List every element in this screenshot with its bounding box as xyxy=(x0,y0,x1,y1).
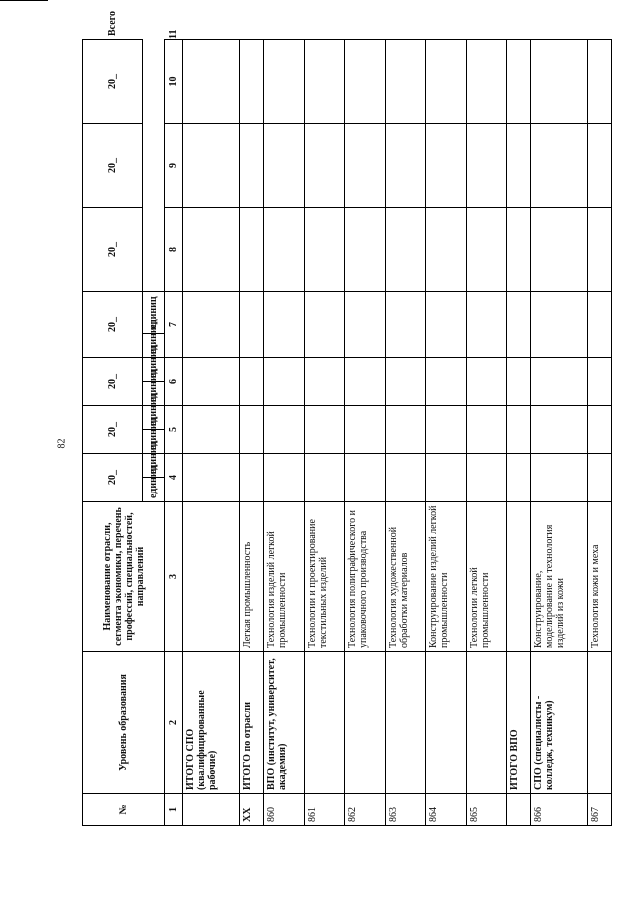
table-row xyxy=(466,40,507,826)
row-value-cell xyxy=(466,208,507,292)
row-value-cell xyxy=(264,40,305,124)
row-value-cell xyxy=(588,292,612,358)
row-number: 865 xyxy=(466,794,507,826)
table-row xyxy=(304,40,345,826)
row-value-cell xyxy=(345,208,386,292)
row-level xyxy=(345,652,386,794)
header-year-2: 20_ xyxy=(83,406,143,454)
row-value-cell xyxy=(345,292,386,358)
row-level: ВПО (институт, университет, академия) xyxy=(264,652,305,794)
col-number-9: 9 xyxy=(165,124,183,208)
row-number: 860 xyxy=(264,794,305,826)
unit-3: единиц xyxy=(143,430,165,454)
row-value-cell xyxy=(531,124,588,208)
table-row xyxy=(240,40,264,826)
row-number xyxy=(507,794,531,826)
row-name xyxy=(183,502,240,652)
header-year-6: 20_ xyxy=(83,124,143,208)
row-level xyxy=(426,652,467,794)
row-value-cell xyxy=(264,292,305,358)
table-row xyxy=(426,40,467,826)
row-value-cell xyxy=(466,40,507,124)
row-level xyxy=(588,652,612,794)
row-value-cell xyxy=(240,454,264,502)
row-value-cell xyxy=(304,40,345,124)
row-value-cell xyxy=(183,124,240,208)
row-value-cell xyxy=(264,454,305,502)
col-number-2: 2 xyxy=(165,652,183,794)
row-value-cell xyxy=(466,406,507,454)
row-value-cell xyxy=(345,358,386,406)
row-value-cell xyxy=(183,208,240,292)
row-number: XX xyxy=(240,794,264,826)
row-value-cell xyxy=(588,124,612,208)
row-value-cell xyxy=(183,40,240,124)
row-value-cell xyxy=(264,358,305,406)
col-number-5: 5 xyxy=(165,406,183,454)
row-value-cell xyxy=(426,124,467,208)
row-value-cell xyxy=(183,406,240,454)
table-row xyxy=(385,40,426,826)
unit-1: единиц xyxy=(143,478,165,502)
row-value-cell xyxy=(426,208,467,292)
row-value-cell xyxy=(385,454,426,502)
row-value-cell xyxy=(507,358,531,406)
row-level xyxy=(466,652,507,794)
row-value-cell xyxy=(264,124,305,208)
row-value-cell xyxy=(304,208,345,292)
header-name: Наименование отрасли, сегмента экономики, перечень профессий, специальностей, направлений xyxy=(83,502,165,652)
row-name: Технология художественной обработки материалов xyxy=(385,502,426,652)
row-value-cell xyxy=(531,292,588,358)
unit-4: единиц xyxy=(143,406,165,430)
row-number: 861 xyxy=(304,794,345,826)
row-name: Конструирование изделий легкой промышленности xyxy=(426,502,467,652)
page-number xyxy=(54,433,70,453)
row-value-cell xyxy=(240,358,264,406)
table-row xyxy=(264,40,305,826)
row-number xyxy=(183,794,240,826)
row-value-cell xyxy=(531,208,588,292)
row-value-cell xyxy=(466,124,507,208)
row-value-cell xyxy=(531,40,588,124)
row-name: Технология полиграфического и упаковочного производства xyxy=(345,502,386,652)
row-value-cell xyxy=(345,454,386,502)
row-level xyxy=(385,652,426,794)
header-num: № xyxy=(83,794,165,826)
row-value-cell xyxy=(466,358,507,406)
row-value-cell xyxy=(385,292,426,358)
row-level: ИТОГО СПО (квалифицированные рабочие) xyxy=(183,652,240,794)
row-value-cell xyxy=(304,454,345,502)
row-number: 863 xyxy=(385,794,426,826)
row-value-cell xyxy=(466,454,507,502)
row-value-cell xyxy=(466,292,507,358)
row-value-cell xyxy=(385,406,426,454)
row-value-cell xyxy=(426,406,467,454)
row-name xyxy=(507,502,531,652)
row-level: ИТОГО по отрасли xyxy=(240,652,264,794)
row-value-cell xyxy=(426,454,467,502)
header-year-3: 20_ xyxy=(83,358,143,406)
header-year-7: 20_ xyxy=(83,40,143,124)
unit-2: единиц xyxy=(143,454,165,478)
row-value-cell xyxy=(183,292,240,358)
col-number-3: 3 xyxy=(165,502,183,652)
header-row: № Уровень образования Наименование отрасли, сегмента экономики, перечень профессий, специальностей, направлений 20_ 20_ 20_ 20_ 20_ 20_ 20_ Всего xyxy=(83,40,143,826)
header-level: Уровень образования xyxy=(83,652,165,794)
row-value-cell xyxy=(507,292,531,358)
row-name: Легкая промышленность xyxy=(240,502,264,652)
row-value-cell xyxy=(588,40,612,124)
row-value-cell xyxy=(385,358,426,406)
row-value-cell xyxy=(507,454,531,502)
row-value-cell xyxy=(385,124,426,208)
header-year-5: 20_ xyxy=(83,208,143,292)
row-level xyxy=(304,652,345,794)
row-value-cell xyxy=(588,454,612,502)
row-value-cell xyxy=(264,406,305,454)
row-value-cell xyxy=(240,406,264,454)
row-value-cell xyxy=(507,406,531,454)
row-value-cell xyxy=(304,124,345,208)
row-value-cell xyxy=(240,40,264,124)
row-value-cell xyxy=(240,124,264,208)
unit-7: единиц xyxy=(143,334,165,358)
row-value-cell xyxy=(507,208,531,292)
row-value-cell xyxy=(531,406,588,454)
col-number-10: 10 xyxy=(165,40,183,124)
row-name: Технологии и проектирование текстильных изделий xyxy=(304,502,345,652)
row-name: Технологии легкой промышленности xyxy=(466,502,507,652)
row-name: Технология изделий легкой промышленности xyxy=(264,502,305,652)
row-value-cell xyxy=(426,292,467,358)
col-number-7: 7 xyxy=(165,292,183,358)
education-table xyxy=(82,11,612,826)
row-value-cell xyxy=(183,358,240,406)
table-row xyxy=(531,40,588,826)
row-value-cell xyxy=(240,292,264,358)
row-value-cell xyxy=(345,124,386,208)
column-number-row: 1 2 3 4 5 6 7 8 9 10 11 xyxy=(165,40,183,826)
row-value-cell xyxy=(426,358,467,406)
row-value-cell xyxy=(385,208,426,292)
row-number: 867 xyxy=(588,794,612,826)
row-value-cell xyxy=(531,358,588,406)
row-value-cell xyxy=(531,454,588,502)
row-value-cell xyxy=(345,406,386,454)
unit-6: единиц xyxy=(143,358,165,382)
unit-total: единиц xyxy=(143,292,165,334)
page-number-text: 82 xyxy=(56,438,68,448)
corner-rule xyxy=(0,0,48,1)
row-value-cell xyxy=(345,40,386,124)
row-name: Конструирование, моделирование и технология изделий из кожи xyxy=(531,502,588,652)
row-value-cell xyxy=(588,208,612,292)
header-year-4: 20_ xyxy=(83,292,143,358)
row-number: 862 xyxy=(345,794,386,826)
row-value-cell xyxy=(588,358,612,406)
col-number-1: 1 xyxy=(165,794,183,826)
table-row xyxy=(507,40,531,826)
row-name: Технология кожи и меха xyxy=(588,502,612,652)
row-value-cell xyxy=(588,406,612,454)
row-value-cell xyxy=(304,406,345,454)
table-row xyxy=(183,40,240,826)
row-level: ИТОГО ВПО xyxy=(507,652,531,794)
row-value-cell xyxy=(304,292,345,358)
row-number: 866 xyxy=(531,794,588,826)
row-number: 864 xyxy=(426,794,467,826)
table-row xyxy=(588,40,612,826)
row-value-cell xyxy=(264,208,305,292)
col-number-4: 4 xyxy=(165,454,183,502)
row-value-cell xyxy=(183,454,240,502)
table-row xyxy=(345,40,386,826)
education-table-rotated xyxy=(82,11,612,826)
row-value-cell xyxy=(426,40,467,124)
row-value-cell xyxy=(507,40,531,124)
row-value-cell xyxy=(385,40,426,124)
unit-5: единиц xyxy=(143,382,165,406)
header-year-1: 20_ xyxy=(83,454,143,502)
row-value-cell xyxy=(304,358,345,406)
row-value-cell xyxy=(240,208,264,292)
col-number-6: 6 xyxy=(165,358,183,406)
row-value-cell xyxy=(507,124,531,208)
row-level: СПО (специалисты - колледж, техникум) xyxy=(531,652,588,794)
col-number-8: 8 xyxy=(165,208,183,292)
